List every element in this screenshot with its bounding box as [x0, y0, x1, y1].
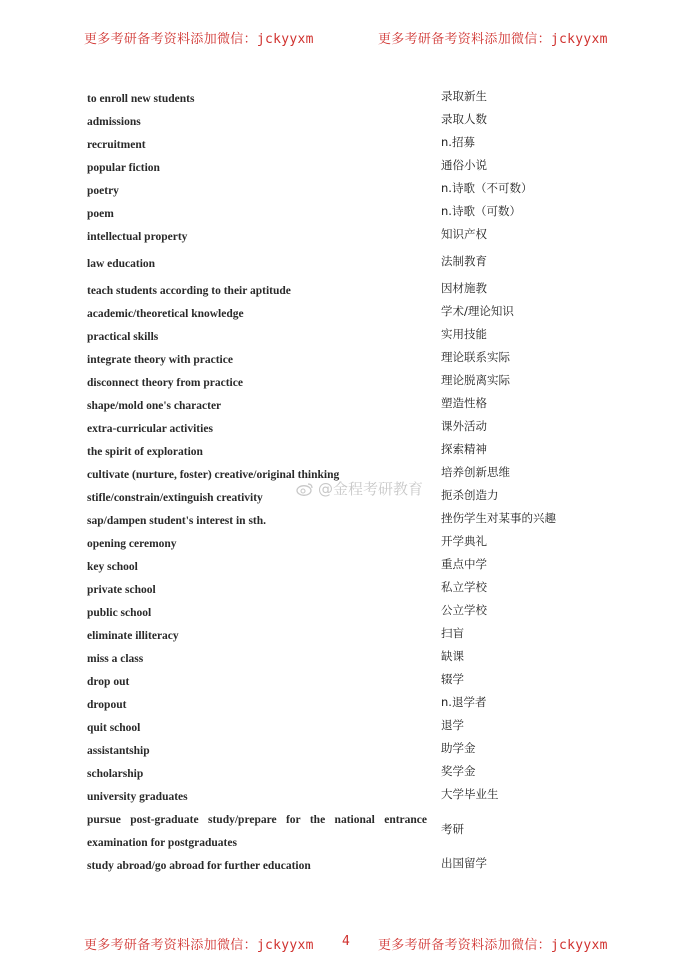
vocab-row: [0, 111, 690, 134]
chinese-translation: 助学金: [441, 741, 476, 755]
chinese-translation: 录取新生: [441, 89, 487, 103]
chinese-translation: 因材施教: [441, 281, 487, 295]
vocab-row: [0, 671, 690, 694]
english-term: poetry: [87, 185, 119, 197]
watermark: [296, 478, 423, 499]
chinese-translation: n.诗歌（可数）: [441, 204, 521, 218]
english-term: admissions: [87, 116, 141, 128]
chinese-translation: n.诗歌（不可数）: [441, 181, 533, 195]
vocab-row: [0, 226, 690, 249]
vocab-row: [0, 395, 690, 418]
vocab-row: [0, 510, 690, 533]
vocab-row: [0, 303, 690, 326]
page-number: 4: [342, 934, 351, 949]
chinese-translation: 实用技能: [441, 327, 487, 341]
vocab-row: [0, 203, 690, 226]
vocab-row: [0, 349, 690, 372]
vocab-row: [0, 418, 690, 441]
english-term: sap/dampen student's interest in sth.: [87, 515, 267, 527]
footer-left-note: 更多考研备考资料添加微信：jckyyxm: [84, 938, 314, 953]
english-term: university graduates: [87, 791, 188, 803]
vocab-row: [0, 717, 690, 740]
vocab-row: [0, 280, 690, 303]
footer-right-note: 更多考研备考资料添加微信：jckyyxm: [378, 938, 608, 953]
chinese-translation: 扫盲: [441, 626, 464, 640]
chinese-translation: 课外活动: [441, 419, 487, 433]
chinese-translation: 重点中学: [441, 557, 487, 571]
vocab-row: [0, 157, 690, 180]
chinese-translation: 考研: [441, 822, 464, 836]
vocab-row: [0, 809, 690, 855]
english-term: key school: [87, 561, 138, 573]
chinese-translation: 理论联系实际: [441, 350, 510, 364]
chinese-translation: 公立学校: [441, 603, 487, 617]
chinese-translation: 通俗小说: [441, 158, 487, 172]
chinese-translation: 辍学: [441, 672, 464, 686]
header-right-note: 更多考研备考资料添加微信：jckyyxm: [378, 32, 608, 47]
vocab-row: [0, 694, 690, 717]
english-term: pursue post-graduate study/prepare for the national entrance examination for postgraduates: [87, 814, 427, 849]
vocab-row: [0, 556, 690, 579]
english-term: assistantship: [87, 745, 150, 757]
english-term: poem: [87, 208, 114, 220]
chinese-translation: 挫伤学生对某事的兴趣: [441, 511, 556, 525]
english-term: cultivate (nurture, foster) creative/original thinking: [87, 469, 340, 481]
english-term: the spirit of exploration: [87, 446, 203, 458]
chinese-translation: 出国留学: [441, 856, 487, 870]
english-term: academic/theoretical knowledge: [87, 308, 244, 320]
vocab-row: [0, 625, 690, 648]
english-term: stifle/constrain/extinguish creativity: [87, 492, 263, 504]
chinese-translation: 开学典礼: [441, 534, 487, 548]
chinese-translation: 探索精神: [441, 442, 487, 456]
chinese-translation: 法制教育: [441, 254, 487, 268]
chinese-translation: 退学: [441, 718, 464, 732]
weibo-logo-icon: [296, 482, 314, 496]
english-term: intellectual property: [87, 231, 188, 243]
english-term: study abroad/go abroad for further education: [87, 860, 311, 872]
english-term: public school: [87, 607, 152, 619]
vocab-row: [0, 253, 690, 276]
chinese-translation: n.招募: [441, 135, 475, 149]
english-term: teach students according to their aptitude: [87, 285, 291, 297]
vocab-row: [0, 134, 690, 157]
english-term: quit school: [87, 722, 141, 734]
chinese-translation: 缺课: [441, 649, 464, 663]
chinese-translation: 学术/理论知识: [441, 304, 514, 318]
vocab-row: [0, 855, 690, 878]
vocab-row: [0, 602, 690, 625]
vocab-row: [0, 786, 690, 809]
english-term: practical skills: [87, 331, 159, 343]
chinese-translation: n.退学者: [441, 695, 487, 709]
watermark-text: @金程考研教育: [318, 480, 424, 498]
english-term: disconnect theory from practice: [87, 377, 243, 389]
english-term: shape/mold one's character: [87, 400, 222, 412]
chinese-translation: 奖学金: [441, 764, 476, 778]
vocab-row: [0, 441, 690, 464]
vocab-row: [0, 326, 690, 349]
vocab-row: [0, 648, 690, 671]
chinese-translation: 扼杀创造力: [441, 488, 499, 502]
english-term: private school: [87, 584, 156, 596]
vocab-row: [0, 88, 690, 111]
chinese-translation: 塑造性格: [441, 396, 487, 410]
chinese-translation: 知识产权: [441, 227, 487, 241]
english-term: scholarship: [87, 768, 144, 780]
vocab-row: [0, 740, 690, 763]
chinese-translation: 培养创新思维: [441, 465, 510, 479]
vocab-row: [0, 763, 690, 786]
chinese-translation: 私立学校: [441, 580, 487, 594]
chinese-translation: 理论脱离实际: [441, 373, 510, 387]
english-term: eliminate illiteracy: [87, 630, 179, 642]
english-term: dropout: [87, 699, 127, 711]
english-term: law education: [87, 258, 156, 270]
vocab-row: [0, 533, 690, 556]
english-term: drop out: [87, 676, 130, 688]
vocab-row: [0, 372, 690, 395]
vocab-row: [0, 180, 690, 203]
header-left-note: 更多考研备考资料添加微信：jckyyxm: [84, 32, 314, 47]
english-term: opening ceremony: [87, 538, 177, 550]
english-term: extra-curricular activities: [87, 423, 213, 435]
english-term: integrate theory with practice: [87, 354, 233, 366]
chinese-translation: 录取人数: [441, 112, 487, 126]
english-term: popular fiction: [87, 162, 160, 174]
english-term: miss a class: [87, 653, 144, 665]
english-term: to enroll new students: [87, 93, 195, 105]
chinese-translation: 大学毕业生: [441, 787, 499, 801]
vocab-row: [0, 579, 690, 602]
english-term: recruitment: [87, 139, 146, 151]
